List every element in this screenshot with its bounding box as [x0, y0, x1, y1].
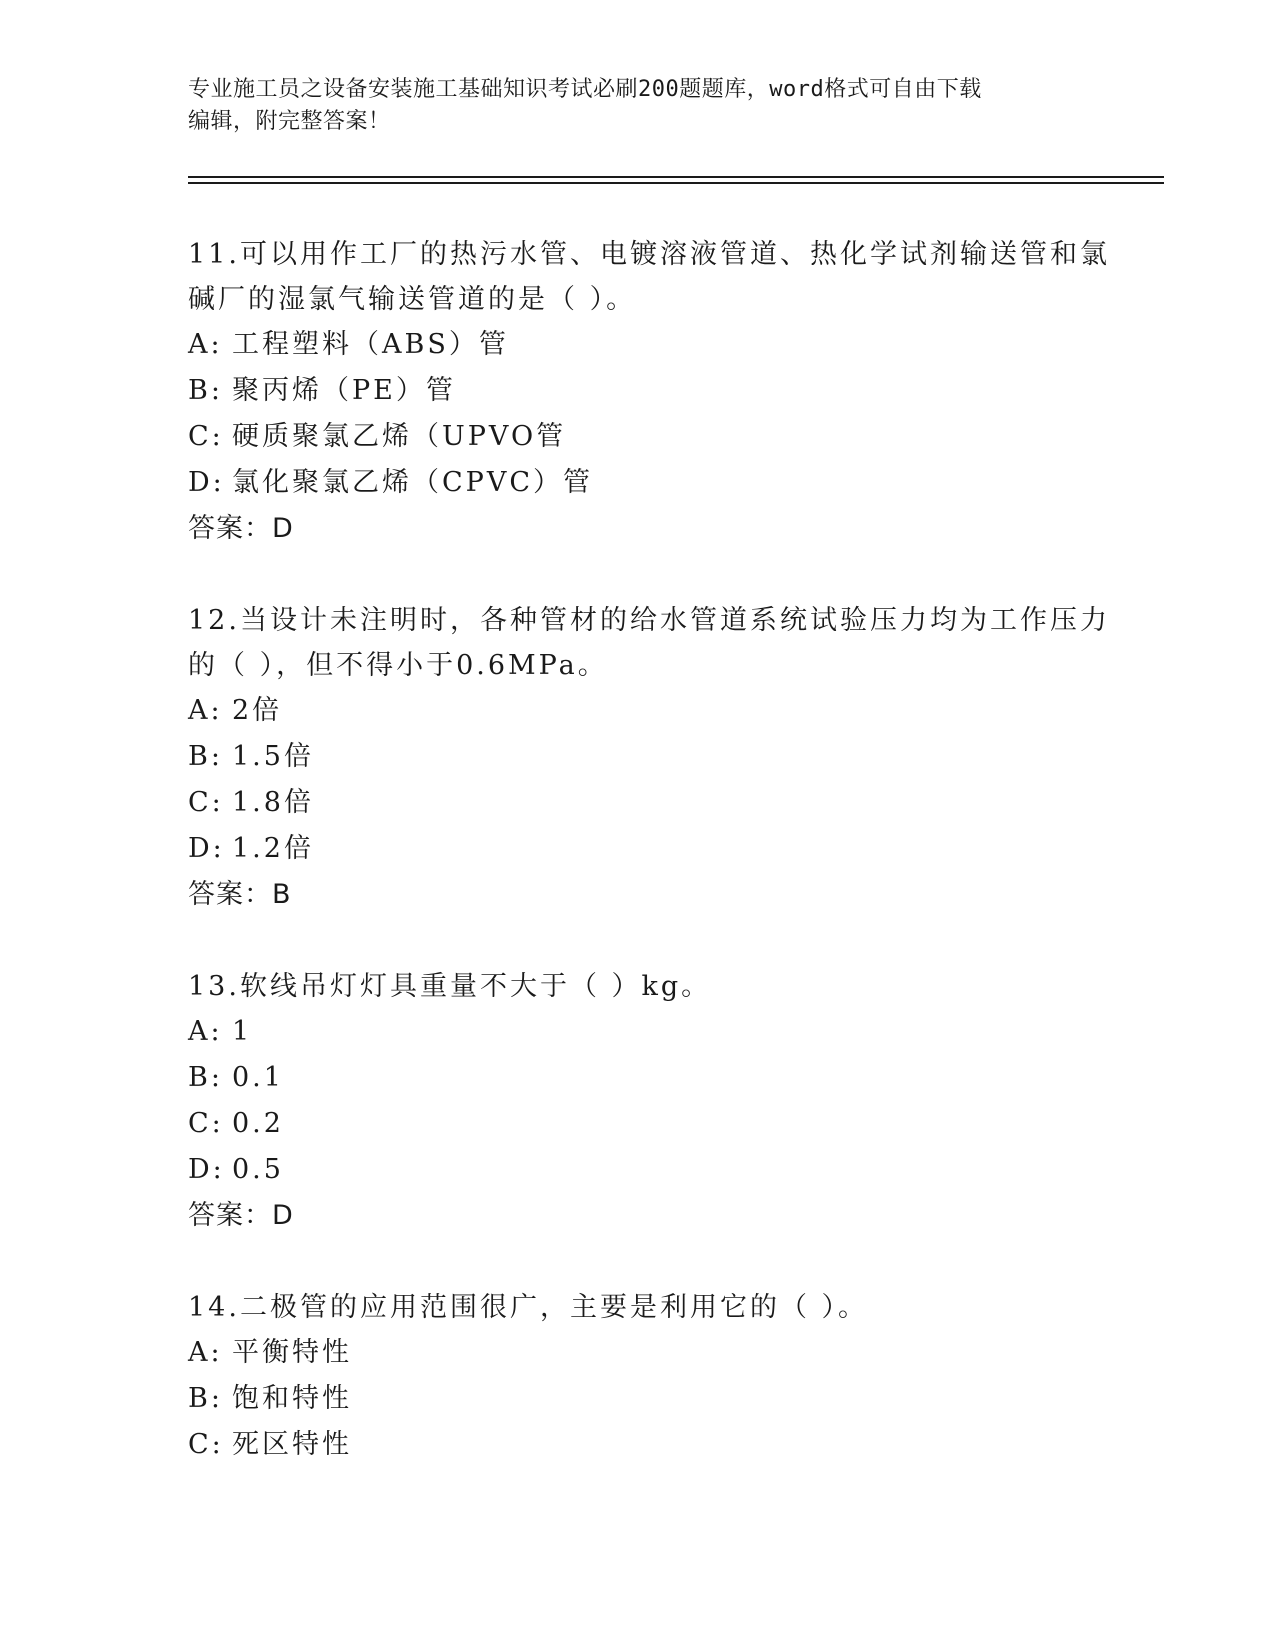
option-key: A: [188, 1016, 223, 1047]
header-title-line-2: 编辑，附完整答案！ [188, 109, 391, 134]
option-text: 0.1 [232, 1062, 284, 1093]
option-c [188, 414, 1148, 460]
option-c [188, 1422, 1148, 1468]
question-13 [188, 964, 1148, 1239]
option-text: 2倍 [232, 695, 283, 726]
option-key: A: [188, 695, 223, 726]
option-text: 1.2倍 [232, 833, 314, 864]
option-key: A: [188, 1337, 223, 1368]
option-a [188, 688, 1148, 734]
option-b [188, 734, 1148, 780]
option-text: 1.5倍 [232, 741, 314, 772]
question-stem-line: 13.软线吊灯灯具重量不大于（ ）kg。 [188, 971, 712, 1002]
option-text: 硬质聚氯乙烯（UPVO管 [232, 421, 567, 452]
option-a [188, 322, 1148, 368]
header-divider-bottom [188, 182, 1164, 184]
option-text: 0.5 [232, 1154, 284, 1185]
answer-line: 答案：D [188, 513, 294, 544]
question-11 [188, 232, 1148, 552]
option-key: A: [188, 329, 223, 360]
option-a [188, 1330, 1148, 1376]
question-stem-line: 碱厂的湿氯气输送管道的是（ ）。 [188, 284, 637, 315]
question-stem [188, 598, 1148, 688]
option-key: C: [188, 787, 224, 818]
option-c [188, 1101, 1148, 1147]
option-key: C: [188, 1429, 224, 1460]
question-list [188, 232, 1148, 1514]
question-stem [188, 1285, 1148, 1330]
header-title-line-1: 专业施工员之设备安装施工基础知识考试必刷200题题库，word格式可自由下载 [188, 77, 982, 102]
option-d [188, 460, 1148, 506]
option-text: 平衡特性 [232, 1337, 352, 1368]
option-key: C: [188, 421, 224, 452]
option-key: C: [188, 1108, 224, 1139]
option-key: D: [188, 467, 225, 498]
option-text: 饱和特性 [232, 1383, 352, 1414]
option-c [188, 780, 1148, 826]
header-divider-top [188, 176, 1164, 178]
document-header [188, 74, 1088, 138]
option-key: B: [188, 741, 223, 772]
option-b [188, 1376, 1148, 1422]
option-b [188, 368, 1148, 414]
option-key: B: [188, 375, 223, 406]
option-key: D: [188, 833, 225, 864]
question-stem-line: 14.二极管的应用范围很广，主要是利用它的（ ）。 [188, 1292, 869, 1323]
question-stem [188, 964, 1148, 1009]
option-d [188, 1147, 1148, 1193]
option-key: D: [188, 1154, 225, 1185]
answer-line: 答案：B [188, 879, 292, 910]
question-stem-line: 的（ ），但不得小于0.6MPa。 [188, 650, 608, 681]
option-d [188, 826, 1148, 872]
option-text: 死区特性 [232, 1429, 352, 1460]
option-text: 氯化聚氯乙烯（CPVC）管 [232, 467, 593, 498]
option-text: 0.2 [232, 1108, 284, 1139]
question-stem-line: 12.当设计未注明时，各种管材的给水管道系统试验压力均为工作压力 [188, 605, 1110, 636]
option-text: 1.8倍 [232, 787, 314, 818]
question-12 [188, 598, 1148, 918]
option-key: B: [188, 1383, 223, 1414]
option-a [188, 1009, 1148, 1055]
question-stem [188, 232, 1148, 322]
option-text: 工程塑料（ABS）管 [232, 329, 509, 360]
question-14 [188, 1285, 1148, 1468]
option-text: 1 [232, 1016, 253, 1047]
option-b [188, 1055, 1148, 1101]
option-key: B: [188, 1062, 223, 1093]
answer-line: 答案：D [188, 1200, 294, 1231]
question-stem-line: 11.可以用作工厂的热污水管、电镀溶液管道、热化学试剂输送管和氯 [188, 239, 1110, 270]
option-text: 聚丙烯（PE）管 [232, 375, 456, 406]
